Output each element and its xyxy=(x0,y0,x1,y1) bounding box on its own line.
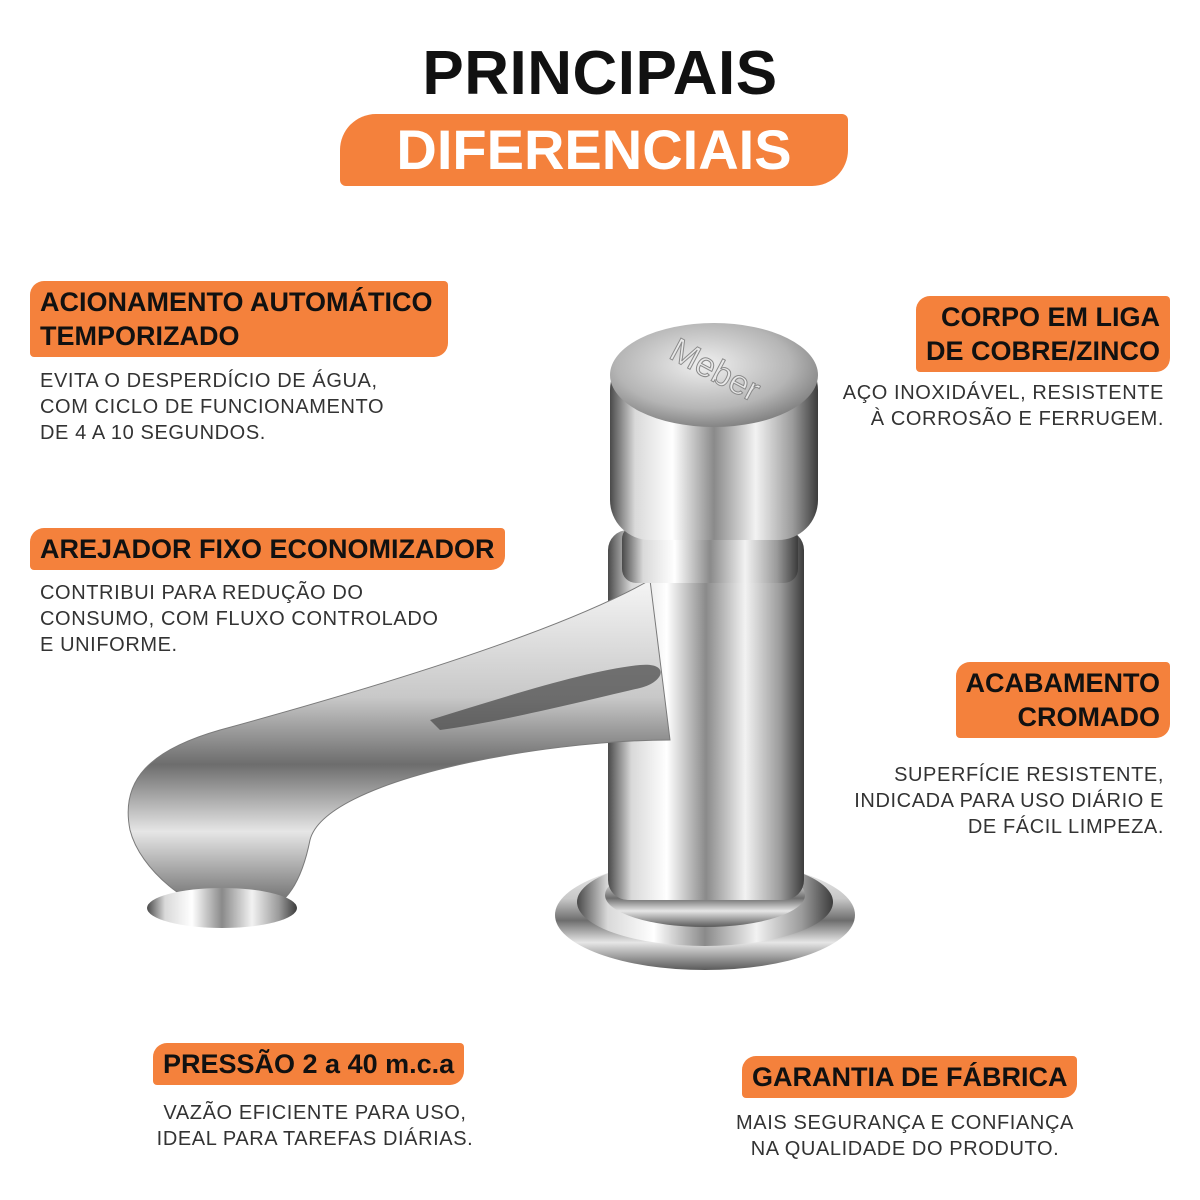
desc-line: COM CICLO DE FUNCIONAMENTO xyxy=(40,396,385,418)
desc-line: INDICADA PARA USO DIÁRIO E xyxy=(854,790,1164,812)
feature-desc-arejador xyxy=(40,580,439,658)
desc-line: DE FÁCIL LIMPEZA. xyxy=(967,816,1164,838)
brand-engraving: Meber xyxy=(663,330,767,410)
spout-aerator xyxy=(147,888,297,928)
desc-line: MAIS SEGURANÇA E CONFIANÇA xyxy=(736,1112,1074,1134)
feature-title-line: DE COBRE/ZINCO xyxy=(925,336,1160,366)
feature-desc-garantia xyxy=(720,1110,1090,1162)
feature-title-line: GARANTIA DE FÁBRICA xyxy=(752,1062,1068,1092)
feature-desc-acabamento xyxy=(854,762,1164,840)
desc-line: SUPERFÍCIE RESISTENTE, xyxy=(894,764,1164,786)
feature-title-line: ACABAMENTO xyxy=(965,668,1160,698)
desc-line: DE 4 A 10 SEGUNDOS. xyxy=(40,422,266,444)
feature-title-line: CORPO EM LIGA xyxy=(940,302,1160,332)
desc-line: IDEAL PARA TAREFAS DIÁRIAS. xyxy=(156,1128,474,1150)
feature-title-line: AREJADOR FIXO ECONOMIZADOR xyxy=(40,534,495,564)
desc-line: CONSUMO, COM FLUXO CONTROLADO xyxy=(40,608,439,630)
feature-desc-corpo xyxy=(843,380,1164,432)
feature-tag-acabamento xyxy=(956,662,1171,738)
feature-tag-acionamento xyxy=(30,281,448,357)
feature-title-line: CROMADO xyxy=(1017,702,1160,732)
desc-line: AÇO INOXIDÁVEL, RESISTENTE xyxy=(842,382,1164,404)
feature-desc-pressao xyxy=(140,1100,490,1152)
feature-tag-arejador xyxy=(30,528,505,570)
feature-tag-corpo xyxy=(916,296,1170,372)
feature-tag-pressao xyxy=(153,1043,464,1085)
desc-line: NA QUALIDADE DO PRODUTO. xyxy=(750,1138,1060,1160)
page-subtitle: DIFERENCIAIS xyxy=(396,118,792,181)
desc-line: E UNIFORME. xyxy=(40,634,178,656)
page-title: PRINCIPAIS xyxy=(422,39,778,108)
desc-line: À CORROSÃO E FERRUGEM. xyxy=(870,408,1164,430)
feature-title-line: TEMPORIZADO xyxy=(40,321,240,351)
feature-desc-acionamento xyxy=(40,368,384,446)
feature-title-line: PRESSÃO 2 a 40 m.c.a xyxy=(163,1049,455,1079)
desc-line: EVITA O DESPERDÍCIO DE ÁGUA, xyxy=(40,370,378,392)
feature-tag-garantia xyxy=(742,1056,1077,1098)
desc-line: VAZÃO EFICIENTE PARA USO, xyxy=(163,1102,467,1124)
desc-line: CONTRIBUI PARA REDUÇÃO DO xyxy=(40,582,364,604)
feature-title-line: ACIONAMENTO AUTOMÁTICO xyxy=(40,287,433,317)
